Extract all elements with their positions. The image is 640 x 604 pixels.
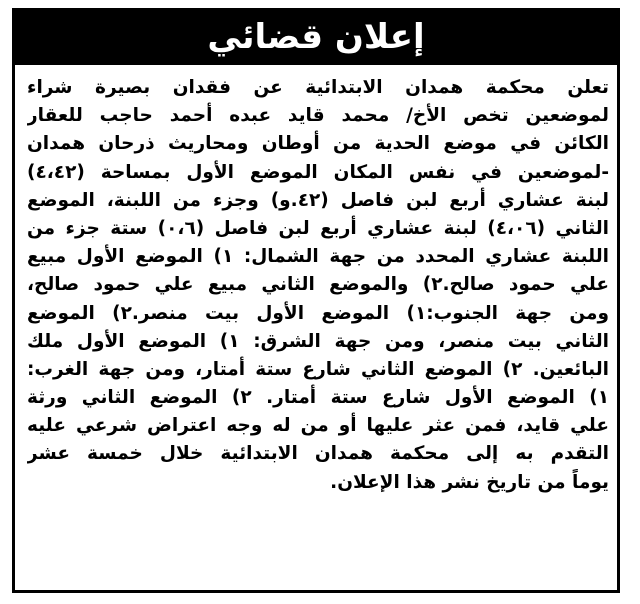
- notice-line: ومن جهة الجنوب:١) الموضع الأول بيت منصر.٢) الموضع: [27, 302, 609, 324]
- notice-line: علي قايد، فمن عثر عليها أو من له وجه اعتراض شرعي عليه: [27, 415, 609, 437]
- notice-line: يوماً من تاريخ نشر هذا الإعلان.: [330, 471, 609, 493]
- notice-line: اللبنة عشاري المحدد من جهة الشمال: ١) الموضع الأول مبيع: [27, 246, 609, 268]
- notice-title: إعلان قضائي: [207, 17, 425, 57]
- legal-notice-box: [12, 8, 620, 593]
- notice-body: [27, 74, 609, 497]
- notice-line: لموضعين تخص الأخ/ محمد قايد عبده أحمد حاجب للعقار: [27, 105, 609, 127]
- notice-header-bar: [15, 11, 617, 65]
- notice-line: تعلن محكمة همدان الابتدائية عن فقدان بصيرة شراء: [27, 77, 609, 98]
- notice-line: علي حمود صالح.٢) والموضع الثاني مبيع علي حمود صالح،: [27, 274, 609, 296]
- notice-line: لبنة عشاري أربع لبن فاصل (٤٢.و) وجزء من اللبنة، الموضع: [27, 189, 609, 211]
- notice-line: البائعين. ٢) الموضع الثاني شارع ستة أمتار، ومن جهة الغرب:: [27, 358, 609, 380]
- notice-line: الثاني (٤،٠٦) لبنة عشاري أربع لبن فاصل (٠،٦) ستة جزء من: [27, 217, 609, 239]
- notice-line: ١) الموضع الأول شارع ستة أمتار. ٢) الموضع الثاني ورثة: [27, 387, 609, 409]
- notice-line: التقدم به إلى محكمة همدان الابتدائية خلال خمسة عشر: [27, 443, 609, 465]
- notice-line: الكائن في موضع الحدية من أوطان ومحاريث ذرحان همدان: [27, 133, 609, 155]
- notice-line: الثاني بيت منصر، ومن جهة الشرق: ١) الموضع الأول ملك: [27, 330, 609, 352]
- notice-line: -لموضعين في نفس المكان الموضع الأول بمساحة (٤،٤٢): [27, 161, 609, 183]
